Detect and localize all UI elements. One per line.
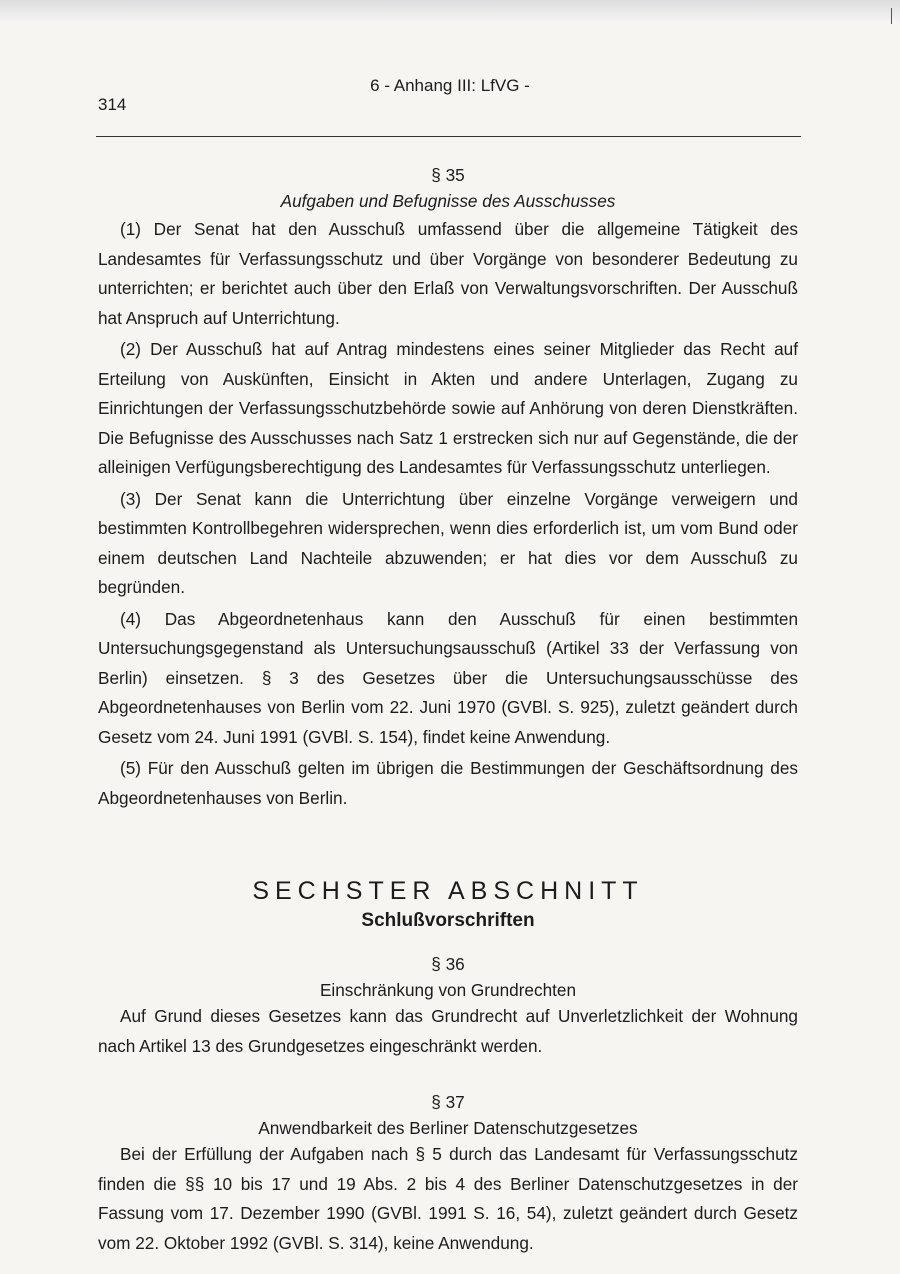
paragraph-37-title: Anwendbarkeit des Berliner Datenschutzgesetzes bbox=[258, 1118, 638, 1138]
paragraph-36-title: Einschränkung von Grundrechten bbox=[319, 980, 577, 1000]
paragraph-36-sign: § 36 bbox=[431, 954, 465, 974]
paragraph-35-subsection-4: (4) Das Abgeordnetenhaus kann den Ausschuß für einen bestimmten Untersuchungsgegenstand als Untersuchungsausschuß (Artikel 33 der Verfassung von Berlin) einsetzen. § 3 des Gesetzes über die Untersuchungsausschüsse des Abgeordnetenhauses von Berlin vom 22. Juni 1970 (GVBl. S. 925), zuletzt geändert durch Gesetz vom 24. Juni 1991 (GVBl. S. 154), findet keine Anwendung. bbox=[98, 608, 798, 747]
page-number: 314 bbox=[98, 95, 127, 114]
page-content bbox=[98, 162, 798, 1258]
paragraph-35-subsection-5: (5) Für den Ausschuß gelten im übrigen die Bestimmungen der Geschäftsordnung des Abgeordnetenhauses von Berlin. bbox=[98, 758, 798, 808]
paragraph-36-text: Auf Grund dieses Gesetzes kann das Grundrecht auf Unverletzlichkeit der Wohnung nach Artikel 13 des Grundgesetzes eingeschränkt werden. bbox=[98, 1006, 798, 1056]
paragraph-35-subsection-1: (1) Der Senat hat den Ausschuß umfassend über die allgemeine Tätigkeit des Landesamtes für Verfassungsschutz und über Vorgänge von besonderer Bedeutung zu unterrichten; er berichtet auch über den Erlaß von Verwaltungsvorschriften. Der Ausschuß hat Anspruch auf Unterrichtung. bbox=[98, 219, 798, 328]
section-title: SECHSTER ABSCHNITT bbox=[252, 877, 644, 905]
paragraph-35-sign: § 35 bbox=[431, 165, 465, 185]
paragraph-37-text: Bei der Erfüllung der Aufgaben nach § 5 durch das Landesamt für Verfassungsschutz finden die §§ 10 bis 17 und 19 Abs. 2 bis 4 des Berliner Datenschutzgesetzes in der Fassung vom 17. Dezember 1990 (GVBl. 1991 S. 16, 54), zuletzt geändert durch Gesetz vom 22. Oktober 1992 (GVBl. S. 314), keine Anwendung. bbox=[98, 1144, 798, 1253]
running-title: 6 - Anhang III: LfVG - bbox=[370, 76, 530, 95]
paragraph-35-title: Aufgaben und Befugnisse des Ausschusses bbox=[280, 191, 616, 211]
scan-shadow bbox=[0, 0, 900, 22]
header-rule bbox=[96, 136, 801, 137]
section-subtitle: Schlußvorschriften bbox=[361, 910, 535, 931]
paragraph-35-subsection-2: (2) Der Ausschuß hat auf Antrag mindestens eines seiner Mitglieder das Recht auf Erteilung von Auskünften, Einsicht in Akten und andere Unterlagen, Zugang zu Einrichtungen der Verfassungsschutzbehörde sowie auf Anhörung von deren Dienstkräften. Die Befugnisse des Ausschusses nach Satz 1 erstrecken sich nur auf Gegenstände, die der alleinigen Verfügungsberechtigung des Landesamtes für Verfassungsschutz unterliegen. bbox=[98, 339, 798, 477]
scan-edge-mark bbox=[891, 8, 892, 24]
paragraph-37-sign: § 37 bbox=[431, 1092, 465, 1112]
paragraph-35-subsection-3: (3) Der Senat kann die Unterrichtung über einzelne Vorgänge verweigern und bestimmten Kontrollbegehren widersprechen, wenn dies erforderlich ist, um vom Bund oder einem deutschen Land Nachteile abzuwenden; er hat dies vor dem Ausschuß zu begründen. bbox=[98, 488, 798, 597]
